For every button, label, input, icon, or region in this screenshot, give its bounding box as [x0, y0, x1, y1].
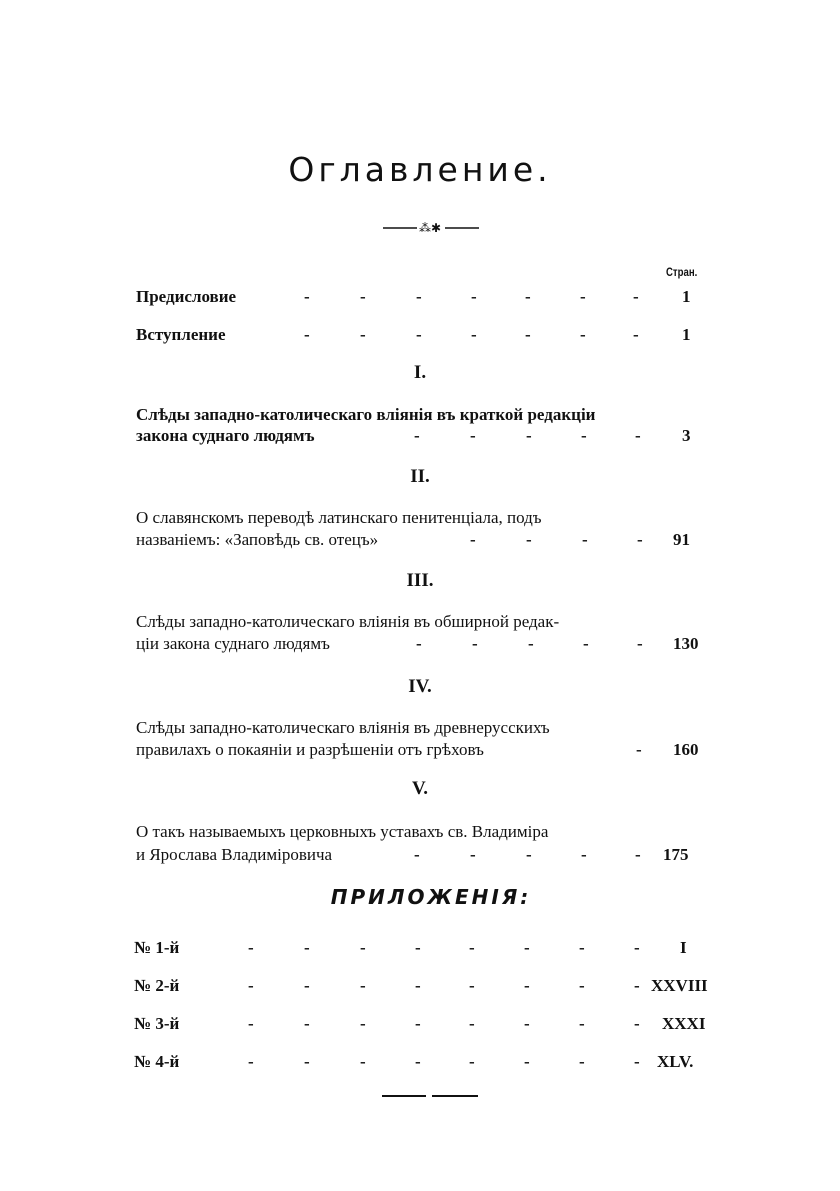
toc-entry-title: Слѣды западно-католическаго вліянія въ обширной редак-: [136, 612, 560, 631]
book-page: Оглавление. ⁂✱ Стран. Предисловие - - - - - - - 1 Вступление - - - - - - - 1 I. Слѣды западно-католическаго вліянія въ краткой редакціи закона суднаго людямъ - - - - - 3 II. О славянскомъ переводѣ латинскаго пенитенціала, подъ названіемъ: «Заповѣдь св. отецъ» - - - - 91 III. Слѣды западно-католическаго вліянія въ обширной редак- ціи закона суднаго людямъ - - - - - 130 IV. Слѣды западно-католическаго вліянія въ древнерусскихъ правилахъ о покаяніи и разрѣшеніи отъ грѣховъ - 160 V. О такъ называемыхъ церковныхъ уставахъ св. Владиміра и Ярослава Владиміровича - - - - - 175 ПРИЛОЖЕНІЯ: № 1-й - - - - - - - - I № 2-й - - - - - - - - XXVIII № 3-й - - - - - - - - XXXI № 4-й - - - - - - - - XLV.: [0, 0, 840, 1191]
appendix-page: I: [680, 938, 687, 957]
appendix-label: № 1-й: [134, 938, 180, 957]
section-heading: III.: [406, 570, 434, 591]
appendix-heading: ПРИЛОЖЕНІЯ:: [330, 885, 532, 909]
page-column-header: Стран.: [666, 265, 698, 279]
page-title: Оглавление.: [288, 150, 552, 189]
toc-entry-title: Слѣды западно-католическаго вліянія въ древнерусскихъ: [136, 718, 550, 737]
toc-entry-title: и Ярослава Владиміровича: [136, 845, 333, 864]
toc-entry-page: 1: [682, 287, 691, 306]
section-heading: V.: [411, 778, 429, 799]
appendix-page: XXVIII: [651, 976, 708, 995]
section-heading: II.: [410, 466, 430, 487]
toc-entry-page: 175: [663, 845, 689, 864]
toc-entry-title: правилахъ о покаяніи и разрѣшеніи отъ грѣховъ: [136, 740, 484, 759]
toc-entry-page: 3: [682, 426, 691, 445]
toc-entry-title: закона суднаго людямъ: [136, 426, 315, 445]
toc-entry-title: Вступление: [136, 325, 226, 344]
appendix-label: № 4-й: [134, 1052, 180, 1071]
toc-entry-title: ціи закона суднаго людямъ: [136, 634, 330, 653]
section-heading: IV.: [408, 676, 432, 697]
section-heading: I.: [413, 362, 427, 383]
appendix-page: XXXI: [662, 1014, 706, 1033]
toc-entry-page: 91: [673, 530, 690, 549]
toc-entry-title: О славянскомъ переводѣ латинскаго пенитенціала, подъ: [136, 508, 542, 527]
toc-entry-title: Слѣды западно-католическаго вліянія въ краткой редакціи: [136, 405, 596, 424]
closing-rule: [382, 1094, 478, 1098]
toc-entry-page: 160: [673, 740, 699, 759]
toc-entry-title: О такъ называемыхъ церковныхъ уставахъ св. Владиміра: [136, 822, 549, 841]
toc-entry-title: названіемъ: «Заповѣдь св. отецъ»: [136, 530, 379, 549]
svg-text:⁂✱: ⁂✱: [419, 222, 442, 232]
title-ornament: [383, 222, 479, 232]
toc-entry-title: Предисловие: [136, 287, 237, 306]
toc-entry-page: 1: [682, 325, 691, 344]
appendix-label: № 2-й: [134, 976, 180, 995]
toc-entry-page: 130: [673, 634, 699, 653]
appendix-label: № 3-й: [134, 1014, 180, 1033]
appendix-page: XLV.: [657, 1052, 694, 1071]
